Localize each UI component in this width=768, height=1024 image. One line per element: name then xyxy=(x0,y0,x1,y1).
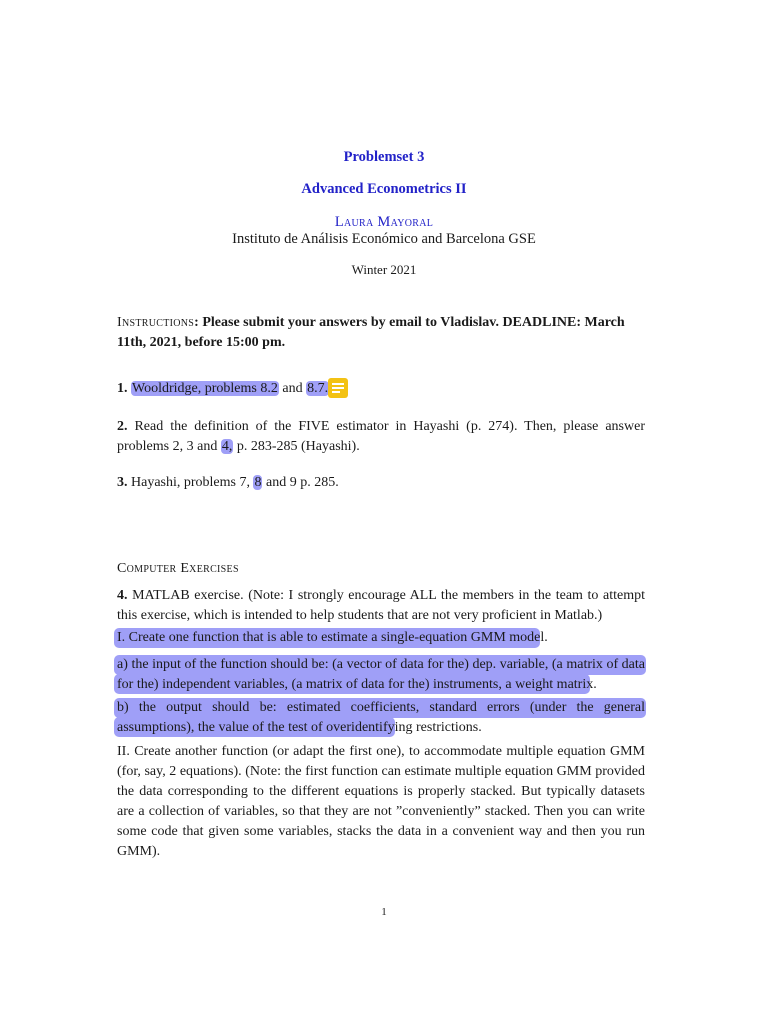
doc-affiliation: Instituto de Análisis Económico and Barcelona GSE xyxy=(232,231,536,247)
item-a[interactable]: a) the input of the function should be: (a vector of data for the) dep. variable, (a matrix of data for the) independent variables, (a matrix of data for the) instruments, a weight matrix. xyxy=(117,657,645,692)
problem-1-number: 1. xyxy=(117,381,128,396)
instructions-text: : Please submit your answers by email to Vladislav. DEADLINE: March 11th, 2021, before 15:00 pm. xyxy=(117,315,625,350)
highlight-8-7[interactable]: 8.7. xyxy=(307,381,329,396)
doc-author: Laura Mayoral xyxy=(334,214,434,230)
problem-2-text-end: p. 283-285 (Hayashi). xyxy=(233,439,360,454)
highlight-problem-4[interactable]: 4, xyxy=(221,439,233,454)
item-II: II. Create another function (or adapt the first one), to accommodate multiple equation GMM (for, say, 2 equations). (Note: the first function can estimate multiple equation GMM provided the data corresponding to the different equations is properly stacked. But typically datasets are a collection of variables, so that they are not ”conveniently” stacked. Then you can write some code that given some variables, stacks the data in a convenient way and then you run GMM). xyxy=(117,744,645,859)
computer-exercises-heading: Computer Exercises xyxy=(117,561,239,576)
item-I[interactable]: I. Create one function that is able to estimate a single-equation GMM model. xyxy=(117,630,548,645)
problem-2-text: Read the definition of the FIVE estimator in Hayashi (p. 274). Then, please answer problems 2, 3 and xyxy=(117,419,645,454)
problem-2 xyxy=(117,417,645,457)
doc-date: Winter 2021 xyxy=(351,262,417,277)
instructions-label: Instructions xyxy=(117,315,195,330)
highlight-wooldridge[interactable]: Wooldridge, problems 8.2 xyxy=(132,381,278,396)
problem-3-text-end: and 9 p. 285. xyxy=(262,475,339,490)
doc-title: Problemset 3 xyxy=(343,149,425,165)
instructions-paragraph xyxy=(117,313,645,353)
problem-3 xyxy=(117,473,645,493)
comment-note-icon[interactable] xyxy=(328,378,348,398)
doc-subtitle: Advanced Econometrics II xyxy=(301,181,467,197)
item-b[interactable]: b) the output should be: estimated coefficients, standard errors (under the general assumptions), the value of the test of overidentifying restrictions. xyxy=(117,700,645,735)
problem-3-text: Hayashi, problems 7, xyxy=(127,475,254,490)
problem-1-connector: and xyxy=(278,381,307,396)
problem-2-number: 2. xyxy=(117,419,128,434)
highlight-problem-8[interactable]: 8 xyxy=(254,475,262,490)
page-number: 1 xyxy=(381,906,387,918)
problem-4-number: 4. xyxy=(117,588,128,603)
problem-1 xyxy=(117,379,645,399)
problem-3-number: 3. xyxy=(117,475,128,490)
problem-4 xyxy=(117,586,645,626)
problem-4-text: MATLAB exercise. (Note: I strongly encourage ALL the members in the team to attempt this exercise, which is intended to help students that are not very proficient in Matlab.) xyxy=(117,588,645,623)
